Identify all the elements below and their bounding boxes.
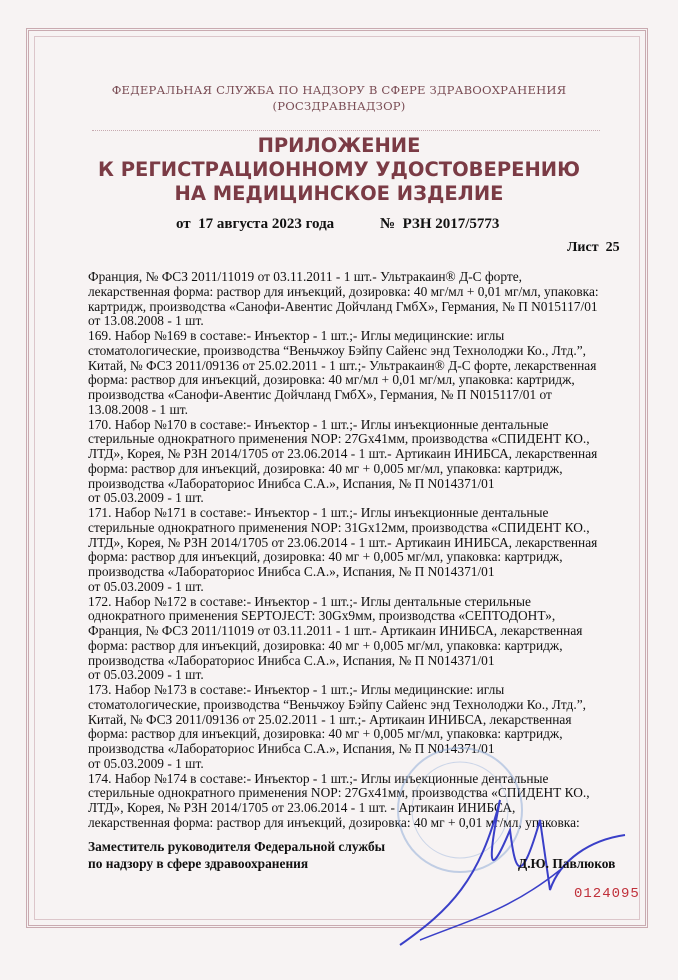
- body-line: стоматологические, производства “Веньчжоу Бэйпу Сайенс энд Технолоджи Ко., Лтд.”,: [88, 696, 587, 712]
- body-line: лекарственная форма: раствор для инъекций, дозировка: 40 мг + 0,01 мг/мл, упаковка:: [88, 814, 580, 830]
- agency-short-name: (РОСЗДРАВНАДЗОР): [272, 99, 406, 113]
- body-line: форма: раствор для инъекций, дозировка: 40 мг + 0,005 мг/мл, упаковка: картридж,: [88, 637, 563, 653]
- body-line: Франция, № ФСЗ 2011/11019 от 03.11.2011 - 1 шт.- Артикаин ИНИБСА, лекарственная: [88, 623, 583, 638]
- header-divider: [92, 130, 600, 131]
- body-line: от 05.03.2009 - 1 шт.: [88, 755, 204, 771]
- signatory-position: [88, 838, 385, 872]
- body-line: производства «Лабораториос Инибса С.А.», Испания, № П N014371/01: [88, 564, 495, 579]
- body-line: 172. Набор №172 в составе:- Инъектор - 1 шт.;- Иглы дентальные стерильные: [88, 593, 531, 609]
- body-line: 13.08.2008 - 1 шт.: [88, 401, 188, 417]
- body-line: 170. Набор №170 в составе:- Инъектор - 1 шт.;- Иглы инъекционные дентальные: [88, 416, 549, 432]
- sheet-number: Лист 25: [567, 240, 620, 255]
- body-line: форма: раствор для инъекций, дозировка: 40 мг + 0,005 мг/мл, упаковка: картридж,: [88, 460, 563, 476]
- body-line: лекарственная форма: раствор для инъекций, дозировка: 40 мг/мл + 0,01 мг/мл, упаковка:: [88, 283, 599, 299]
- serial-number: 0124095: [574, 886, 640, 902]
- body-line: картридж, производства «Санофи-Авентис Дойчланд ГмбХ», Германия, № П N015117/01: [88, 298, 598, 314]
- body-line: форма: раствор для инъекций, дозировка: 40 мг + 0,005 мг/мл, упаковка: картридж,: [88, 549, 563, 565]
- body-line: производства «Санофи-Авентис Дойчланд ГмбХ», Германия, № П N015117/01 от: [88, 387, 552, 402]
- body-line: от 05.03.2009 - 1 шт.: [88, 490, 204, 506]
- body-line: 171. Набор №171 в составе:- Инъектор - 1 шт.;- Иглы инъекционные дентальные: [88, 505, 549, 520]
- body-line: стерильные однократного применения NOP: 31Gx12мм, производства «СПИДЕНТ КО.,: [88, 519, 590, 535]
- agency-header: [0, 82, 678, 114]
- body-line: ЛТД», Корея, № РЗН 2014/1705 от 23.06.2014 - 1 шт. - Артикаин ИНИБСА,: [88, 800, 516, 815]
- signatory-name: Д.Ю. Павлюков: [518, 856, 616, 871]
- body-line: 169. Набор №169 в составе:- Инъектор - 1 шт.;- Иглы медицинские: иглы: [88, 328, 505, 343]
- title-line: НА МЕДИЦИНСКОЕ ИЗДЕЛИЕ: [174, 182, 504, 205]
- body-line: стерильные однократного применения NOP: 27Gx41мм, производства «СПИДЕНТ КО.,: [88, 431, 590, 447]
- position-line: по надзору в сфере здравоохранения: [88, 856, 309, 871]
- body-line: от 13.08.2008 - 1 шт.: [88, 313, 204, 329]
- body-line: производства «Лабораториос Инибса С.А.», Испания, № П N014371/01: [88, 652, 495, 668]
- position-line: Заместитель руководителя Федеральной службы: [88, 839, 386, 854]
- body-line: от 05.03.2009 - 1 шт.: [88, 578, 204, 594]
- body-line: 173. Набор №173 в составе:- Инъектор - 1 шт.;- Иглы медицинские: иглы: [88, 682, 505, 697]
- body-line: Китай, № ФСЗ 2011/09136 от 25.02.2011 - 1 шт.;- Артикаин ИНИБСА, лекарственная: [88, 711, 572, 727]
- registration-number: № РЗН 2017/5773: [380, 216, 500, 232]
- body-line: форма: раствор для инъекций, дозировка: 40 мг + 0,005 мг/мл, упаковка: картридж,: [88, 726, 563, 742]
- body-line: форма: раствор для инъекций, дозировка: 40 мг/мл + 0,01 мг/мл, упаковка: картридж,: [88, 372, 575, 388]
- document-date: от 17 августа 2023 года: [176, 216, 335, 232]
- body-line: производства «Лабораториос Инибса С.А.», Испания, № П N014371/01: [88, 741, 495, 756]
- body-line: от 05.03.2009 - 1 шт.: [88, 667, 204, 683]
- body-line: стоматологические, производства “Веньчжоу Бэйпу Сайенс энд Технолоджи Ко., Лтд.”,: [88, 342, 587, 358]
- body-line: Франция, № ФСЗ 2011/11019 от 03.11.2011 - 1 шт.- Ультракаин® Д-С форте,: [88, 269, 522, 284]
- body-line: ЛТД», Корея, № РЗН 2014/1705 от 23.06.2014 - 1 шт.- Артикаин ИНИБСА, лекарственная: [88, 534, 598, 550]
- body-line: ЛТД», Корея, № РЗН 2014/1705 от 23.06.2014 - 1 шт.- Артикаин ИНИБСА, лекарственная: [88, 446, 598, 461]
- body-line: однократного применения SEPTOJECT: 30Gx9мм, производства «СЕПТОДОНТ»,: [88, 608, 556, 624]
- title-line: К РЕГИСТРАЦИОННОМУ УДОСТОВЕРЕНИЮ: [97, 158, 580, 181]
- agency-name: ФЕДЕРАЛЬНАЯ СЛУЖБА ПО НАДЗОРУ В СФЕРЕ ЗДРАВООХРАНЕНИЯ: [111, 83, 567, 97]
- body-line: 174. Набор №174 в составе:- Инъектор - 1 шт.;- Иглы инъекционные дентальные: [88, 770, 549, 786]
- document-title: [0, 134, 678, 206]
- body-line: Китай, № ФСЗ 2011/09136 от 25.02.2011 - 1 шт.;- Ультракаин® Д-С форте, лекарственная: [88, 357, 597, 373]
- title-line: ПРИЛОЖЕНИЕ: [257, 134, 421, 157]
- body-line: стерильные однократного применения NOP: 27Gx41мм, производства «СПИДЕНТ КО.,: [88, 785, 590, 801]
- body-line: производства «Лабораториос Инибса С.А.», Испания, № П N014371/01: [88, 475, 495, 491]
